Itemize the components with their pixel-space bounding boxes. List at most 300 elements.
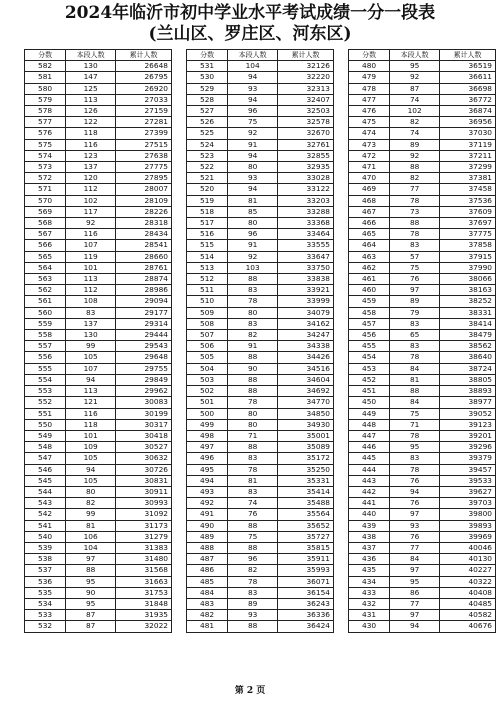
table-row bbox=[187, 296, 334, 307]
table-row bbox=[349, 106, 496, 117]
cumulative-count-cell: 34604 bbox=[278, 374, 334, 385]
segment-count-cell: 83 bbox=[66, 307, 116, 318]
segment-count-cell: 78 bbox=[228, 464, 278, 475]
segment-count-cell: 78 bbox=[390, 352, 440, 363]
segment-count-cell: 130 bbox=[66, 61, 116, 72]
cumulative-count-cell: 34162 bbox=[278, 318, 334, 329]
segment-count-cell: 112 bbox=[66, 184, 116, 195]
table-row bbox=[349, 419, 496, 430]
cumulative-count-cell: 33028 bbox=[278, 173, 334, 184]
score-cell: 480 bbox=[349, 61, 390, 72]
score-cell: 555 bbox=[25, 363, 66, 374]
cumulative-count-cell: 40227 bbox=[440, 565, 496, 576]
cumulative-count-cell: 37858 bbox=[440, 240, 496, 251]
cumulative-count-cell: 27159 bbox=[116, 106, 172, 117]
segment-count-cell: 90 bbox=[228, 363, 278, 374]
segment-count-cell: 88 bbox=[390, 162, 440, 173]
segment-count-cell: 92 bbox=[66, 218, 116, 229]
cumulative-count-cell: 35564 bbox=[278, 509, 334, 520]
score-cell: 578 bbox=[25, 106, 66, 117]
cumulative-count-cell: 36611 bbox=[440, 72, 496, 83]
score-cell: 515 bbox=[187, 240, 228, 251]
table-row bbox=[25, 408, 172, 419]
score-cell: 547 bbox=[25, 453, 66, 464]
cumulative-count-cell: 31480 bbox=[116, 554, 172, 565]
score-cell: 468 bbox=[349, 195, 390, 206]
segment-count-cell: 78 bbox=[390, 195, 440, 206]
segment-count-cell: 88 bbox=[228, 274, 278, 285]
segment-count-cell: 83 bbox=[228, 587, 278, 598]
cumulative-count-cell: 29094 bbox=[116, 296, 172, 307]
table-row bbox=[25, 195, 172, 206]
segment-count-cell: 112 bbox=[66, 285, 116, 296]
cumulative-count-cell: 37381 bbox=[440, 173, 496, 184]
segment-count-cell: 97 bbox=[66, 554, 116, 565]
cumulative-count-cell: 39800 bbox=[440, 509, 496, 520]
cumulative-count-cell: 30527 bbox=[116, 442, 172, 453]
table-row bbox=[349, 296, 496, 307]
cumulative-count-cell: 32407 bbox=[278, 94, 334, 105]
segment-count-cell: 101 bbox=[66, 430, 116, 441]
score-cell: 447 bbox=[349, 430, 390, 441]
segment-count-cell: 65 bbox=[390, 330, 440, 341]
table-row bbox=[187, 442, 334, 453]
score-cell: 514 bbox=[187, 251, 228, 262]
table-row bbox=[349, 218, 496, 229]
cumulative-count-cell: 39296 bbox=[440, 442, 496, 453]
cumulative-count-cell: 26795 bbox=[116, 72, 172, 83]
table-row bbox=[25, 72, 172, 83]
cumulative-count-cell: 30726 bbox=[116, 464, 172, 475]
score-cell: 527 bbox=[187, 106, 228, 117]
table-row bbox=[25, 307, 172, 318]
score-cell: 544 bbox=[25, 486, 66, 497]
cumulative-count-cell: 28007 bbox=[116, 184, 172, 195]
score-cell: 486 bbox=[187, 565, 228, 576]
segment-count-cell: 91 bbox=[228, 240, 278, 251]
cumulative-count-cell: 28109 bbox=[116, 195, 172, 206]
table-row bbox=[349, 229, 496, 240]
table-row bbox=[25, 419, 172, 430]
cumulative-count-cell: 33464 bbox=[278, 229, 334, 240]
segment-count-cell: 108 bbox=[66, 296, 116, 307]
score-cell: 559 bbox=[25, 318, 66, 329]
table-row bbox=[25, 128, 172, 139]
segment-count-cell: 93 bbox=[228, 173, 278, 184]
segment-count-cell: 93 bbox=[228, 610, 278, 621]
cumulative-count-cell: 39201 bbox=[440, 430, 496, 441]
table-row bbox=[187, 106, 334, 117]
score-cell: 478 bbox=[349, 83, 390, 94]
score-cell: 498 bbox=[187, 430, 228, 441]
segment-count-cell: 88 bbox=[228, 542, 278, 553]
cumulative-count-cell: 37458 bbox=[440, 184, 496, 195]
cumulative-count-cell: 36424 bbox=[278, 621, 334, 632]
table-row bbox=[187, 520, 334, 531]
segment-count-cell: 125 bbox=[66, 83, 116, 94]
cumulative-count-cell: 37030 bbox=[440, 128, 496, 139]
score-cell: 488 bbox=[187, 542, 228, 553]
segment-count-cell: 84 bbox=[390, 363, 440, 374]
table-row bbox=[187, 397, 334, 408]
cumulative-count-cell: 34770 bbox=[278, 397, 334, 408]
segment-count-cell: 78 bbox=[228, 576, 278, 587]
score-cell: 474 bbox=[349, 128, 390, 139]
cumulative-count-cell: 28434 bbox=[116, 229, 172, 240]
table-row bbox=[349, 520, 496, 531]
cumulative-count-cell: 40322 bbox=[440, 576, 496, 587]
segment-count-cell: 97 bbox=[390, 565, 440, 576]
score-cell: 508 bbox=[187, 318, 228, 329]
segment-count-cell: 102 bbox=[390, 106, 440, 117]
table-row bbox=[25, 453, 172, 464]
table-row bbox=[187, 94, 334, 105]
score-cell: 573 bbox=[25, 162, 66, 173]
segment-count-cell: 92 bbox=[228, 128, 278, 139]
segment-count-cell: 82 bbox=[228, 565, 278, 576]
segment-count-cell: 76 bbox=[390, 475, 440, 486]
cumulative-count-cell: 37775 bbox=[440, 229, 496, 240]
cumulative-count-cell: 29543 bbox=[116, 341, 172, 352]
cumulative-count-cell: 29648 bbox=[116, 352, 172, 363]
segment-count-cell: 95 bbox=[66, 576, 116, 587]
score-cell: 567 bbox=[25, 229, 66, 240]
table-row bbox=[349, 139, 496, 150]
score-cell: 481 bbox=[187, 621, 228, 632]
table-row bbox=[349, 486, 496, 497]
segment-count-cell: 105 bbox=[66, 453, 116, 464]
score-cell: 435 bbox=[349, 565, 390, 576]
segment-count-cell: 81 bbox=[228, 475, 278, 486]
cumulative-count-cell: 34247 bbox=[278, 330, 334, 341]
segment-count-cell: 77 bbox=[390, 184, 440, 195]
score-cell: 510 bbox=[187, 296, 228, 307]
segment-count-cell: 85 bbox=[228, 206, 278, 217]
segment-count-cell: 116 bbox=[66, 229, 116, 240]
segment-count-cell: 78 bbox=[390, 464, 440, 475]
table-row bbox=[187, 531, 334, 542]
cumulative-count-cell: 33122 bbox=[278, 184, 334, 195]
cumulative-count-cell: 28986 bbox=[116, 285, 172, 296]
segment-count-cell: 74 bbox=[390, 94, 440, 105]
table-row bbox=[25, 442, 172, 453]
table-row bbox=[187, 139, 334, 150]
table-row bbox=[25, 486, 172, 497]
table-row bbox=[187, 61, 334, 72]
score-cell: 557 bbox=[25, 341, 66, 352]
score-cell: 563 bbox=[25, 274, 66, 285]
table-row bbox=[25, 430, 172, 441]
score-cell: 476 bbox=[349, 106, 390, 117]
segment-count-cell: 88 bbox=[228, 352, 278, 363]
segment-count-cell: 120 bbox=[66, 173, 116, 184]
cumulative-count-cell: 32503 bbox=[278, 106, 334, 117]
table-row bbox=[349, 150, 496, 161]
segment-count-cell: 126 bbox=[66, 106, 116, 117]
segment-count-cell: 74 bbox=[390, 128, 440, 139]
score-cell: 495 bbox=[187, 464, 228, 475]
segment-count-cell: 88 bbox=[390, 218, 440, 229]
cumulative-count-cell: 27515 bbox=[116, 139, 172, 150]
score-cell: 551 bbox=[25, 408, 66, 419]
cumulative-count-cell: 39703 bbox=[440, 498, 496, 509]
segment-count-cell: 116 bbox=[66, 139, 116, 150]
score-cell: 462 bbox=[349, 262, 390, 273]
table-row bbox=[349, 184, 496, 195]
score-cell: 548 bbox=[25, 442, 66, 453]
score-cell: 582 bbox=[25, 61, 66, 72]
score-cell: 505 bbox=[187, 352, 228, 363]
segment-count-cell: 83 bbox=[390, 341, 440, 352]
score-cell: 441 bbox=[349, 498, 390, 509]
score-cell: 445 bbox=[349, 453, 390, 464]
cumulative-count-cell: 36874 bbox=[440, 106, 496, 117]
score-cell: 543 bbox=[25, 498, 66, 509]
table-row bbox=[25, 576, 172, 587]
table-row bbox=[349, 374, 496, 385]
cumulative-count-cell: 30317 bbox=[116, 419, 172, 430]
score-cell: 451 bbox=[349, 386, 390, 397]
segment-count-cell: 76 bbox=[390, 531, 440, 542]
table-row bbox=[25, 598, 172, 609]
cumulative-count-cell: 35911 bbox=[278, 554, 334, 565]
table-row bbox=[25, 206, 172, 217]
score-cell: 575 bbox=[25, 139, 66, 150]
table-row bbox=[349, 173, 496, 184]
cumulative-count-cell: 31753 bbox=[116, 587, 172, 598]
segment-count-cell: 80 bbox=[228, 408, 278, 419]
table-row bbox=[187, 453, 334, 464]
table-row bbox=[349, 285, 496, 296]
segment-count-cell: 88 bbox=[228, 374, 278, 385]
score-cell: 541 bbox=[25, 520, 66, 531]
cumulative-count-cell: 39457 bbox=[440, 464, 496, 475]
score-cell: 576 bbox=[25, 128, 66, 139]
cumulative-count-cell: 39123 bbox=[440, 419, 496, 430]
segment-count-cell: 76 bbox=[390, 498, 440, 509]
score-cell: 511 bbox=[187, 285, 228, 296]
score-table-2 bbox=[186, 49, 334, 633]
segment-count-cell: 118 bbox=[66, 419, 116, 430]
score-cell: 437 bbox=[349, 542, 390, 553]
segment-count-cell: 96 bbox=[228, 229, 278, 240]
score-cell: 564 bbox=[25, 262, 66, 273]
table-row bbox=[187, 464, 334, 475]
table-row bbox=[349, 128, 496, 139]
score-cell: 549 bbox=[25, 430, 66, 441]
score-cell: 580 bbox=[25, 83, 66, 94]
cumulative-count-cell: 31935 bbox=[116, 610, 172, 621]
cumulative-count-cell: 33750 bbox=[278, 262, 334, 273]
cumulative-count-cell: 30199 bbox=[116, 408, 172, 419]
table-row bbox=[187, 565, 334, 576]
score-cell: 439 bbox=[349, 520, 390, 531]
segment-count-cell: 94 bbox=[228, 72, 278, 83]
segment-count-cell: 101 bbox=[66, 262, 116, 273]
cumulative-count-cell: 27281 bbox=[116, 117, 172, 128]
cumulative-count-cell: 36519 bbox=[440, 61, 496, 72]
table-row bbox=[25, 363, 172, 374]
table-row bbox=[25, 542, 172, 553]
segment-count-cell: 84 bbox=[390, 397, 440, 408]
column-header: 分数 bbox=[25, 50, 66, 61]
table-row bbox=[349, 598, 496, 609]
score-cell: 491 bbox=[187, 509, 228, 520]
table-row bbox=[349, 430, 496, 441]
table-row bbox=[25, 296, 172, 307]
cumulative-count-cell: 40676 bbox=[440, 621, 496, 632]
table-row bbox=[349, 442, 496, 453]
score-cell: 469 bbox=[349, 184, 390, 195]
segment-count-cell: 96 bbox=[228, 554, 278, 565]
cumulative-count-cell: 37915 bbox=[440, 251, 496, 262]
score-cell: 497 bbox=[187, 442, 228, 453]
segment-count-cell: 97 bbox=[390, 285, 440, 296]
table-header-row bbox=[25, 50, 172, 61]
table-row bbox=[25, 184, 172, 195]
table-row bbox=[25, 464, 172, 475]
score-cell: 556 bbox=[25, 352, 66, 363]
score-cell: 561 bbox=[25, 296, 66, 307]
cumulative-count-cell: 36956 bbox=[440, 117, 496, 128]
score-cell: 566 bbox=[25, 240, 66, 251]
score-cell: 501 bbox=[187, 397, 228, 408]
segment-count-cell: 107 bbox=[66, 240, 116, 251]
score-cell: 558 bbox=[25, 330, 66, 341]
segment-count-cell: 71 bbox=[228, 430, 278, 441]
segment-count-cell: 94 bbox=[228, 184, 278, 195]
cumulative-count-cell: 37697 bbox=[440, 218, 496, 229]
segment-count-cell: 104 bbox=[66, 542, 116, 553]
score-cell: 520 bbox=[187, 184, 228, 195]
score-cell: 459 bbox=[349, 296, 390, 307]
segment-count-cell: 107 bbox=[66, 363, 116, 374]
cumulative-count-cell: 37299 bbox=[440, 162, 496, 173]
segment-count-cell: 94 bbox=[66, 374, 116, 385]
table-row bbox=[187, 162, 334, 173]
score-cell: 529 bbox=[187, 83, 228, 94]
segment-count-cell: 123 bbox=[66, 150, 116, 161]
cumulative-count-cell: 28226 bbox=[116, 206, 172, 217]
score-cell: 565 bbox=[25, 251, 66, 262]
cumulative-count-cell: 36772 bbox=[440, 94, 496, 105]
table-row bbox=[187, 587, 334, 598]
table-row bbox=[349, 251, 496, 262]
segment-count-cell: 74 bbox=[228, 498, 278, 509]
score-cell: 438 bbox=[349, 531, 390, 542]
score-cell: 513 bbox=[187, 262, 228, 273]
cumulative-count-cell: 27775 bbox=[116, 162, 172, 173]
segment-count-cell: 93 bbox=[390, 520, 440, 531]
segment-count-cell: 94 bbox=[228, 94, 278, 105]
segment-count-cell: 84 bbox=[390, 554, 440, 565]
table-row bbox=[187, 341, 334, 352]
table-row bbox=[349, 542, 496, 553]
table-row bbox=[187, 509, 334, 520]
score-cell: 574 bbox=[25, 150, 66, 161]
score-tables bbox=[0, 49, 500, 675]
score-cell: 581 bbox=[25, 72, 66, 83]
table-row bbox=[25, 94, 172, 105]
segment-count-cell: 75 bbox=[390, 408, 440, 419]
table-row bbox=[25, 554, 172, 565]
cumulative-count-cell: 32578 bbox=[278, 117, 334, 128]
table-row bbox=[187, 72, 334, 83]
column-header: 累计人数 bbox=[440, 50, 496, 61]
segment-count-cell: 92 bbox=[390, 150, 440, 161]
segment-count-cell: 76 bbox=[390, 274, 440, 285]
cumulative-count-cell: 29444 bbox=[116, 330, 172, 341]
table-row bbox=[25, 341, 172, 352]
score-cell: 535 bbox=[25, 587, 66, 598]
table-row bbox=[187, 554, 334, 565]
score-cell: 538 bbox=[25, 554, 66, 565]
cumulative-count-cell: 33368 bbox=[278, 218, 334, 229]
segment-count-cell: 122 bbox=[66, 117, 116, 128]
cumulative-count-cell: 29849 bbox=[116, 374, 172, 385]
table-row bbox=[187, 363, 334, 374]
cumulative-count-cell: 30418 bbox=[116, 430, 172, 441]
cumulative-count-cell: 32313 bbox=[278, 83, 334, 94]
segment-count-cell: 73 bbox=[390, 206, 440, 217]
segment-count-cell: 105 bbox=[66, 352, 116, 363]
cumulative-count-cell: 36336 bbox=[278, 610, 334, 621]
cumulative-count-cell: 40046 bbox=[440, 542, 496, 553]
score-cell: 433 bbox=[349, 587, 390, 598]
score-cell: 539 bbox=[25, 542, 66, 553]
score-table-3 bbox=[348, 49, 496, 633]
cumulative-count-cell: 32855 bbox=[278, 150, 334, 161]
table-row bbox=[187, 262, 334, 273]
table-row bbox=[25, 397, 172, 408]
segment-count-cell: 99 bbox=[66, 509, 116, 520]
segment-count-cell: 82 bbox=[390, 173, 440, 184]
table-row bbox=[25, 374, 172, 385]
score-cell: 528 bbox=[187, 94, 228, 105]
cumulative-count-cell: 33921 bbox=[278, 285, 334, 296]
score-cell: 449 bbox=[349, 408, 390, 419]
segment-count-cell: 81 bbox=[390, 374, 440, 385]
table-row bbox=[25, 621, 172, 632]
cumulative-count-cell: 33288 bbox=[278, 206, 334, 217]
table-row bbox=[187, 218, 334, 229]
cumulative-count-cell: 40408 bbox=[440, 587, 496, 598]
score-cell: 533 bbox=[25, 610, 66, 621]
score-cell: 493 bbox=[187, 486, 228, 497]
cumulative-count-cell: 32761 bbox=[278, 139, 334, 150]
table-row bbox=[349, 195, 496, 206]
cumulative-count-cell: 39893 bbox=[440, 520, 496, 531]
cumulative-count-cell: 35727 bbox=[278, 531, 334, 542]
cumulative-count-cell: 35652 bbox=[278, 520, 334, 531]
segment-count-cell: 121 bbox=[66, 397, 116, 408]
segment-count-cell: 78 bbox=[390, 229, 440, 240]
table-row bbox=[25, 61, 172, 72]
table-row bbox=[25, 587, 172, 598]
cumulative-count-cell: 31092 bbox=[116, 509, 172, 520]
table-row bbox=[25, 531, 172, 542]
table-row bbox=[25, 386, 172, 397]
table-row bbox=[187, 318, 334, 329]
segment-count-cell: 90 bbox=[66, 587, 116, 598]
segment-count-cell: 86 bbox=[390, 587, 440, 598]
segment-count-cell: 88 bbox=[228, 621, 278, 632]
score-cell: 440 bbox=[349, 509, 390, 520]
cumulative-count-cell: 35815 bbox=[278, 542, 334, 553]
table-row bbox=[349, 464, 496, 475]
score-cell: 552 bbox=[25, 397, 66, 408]
segment-count-cell: 75 bbox=[228, 117, 278, 128]
